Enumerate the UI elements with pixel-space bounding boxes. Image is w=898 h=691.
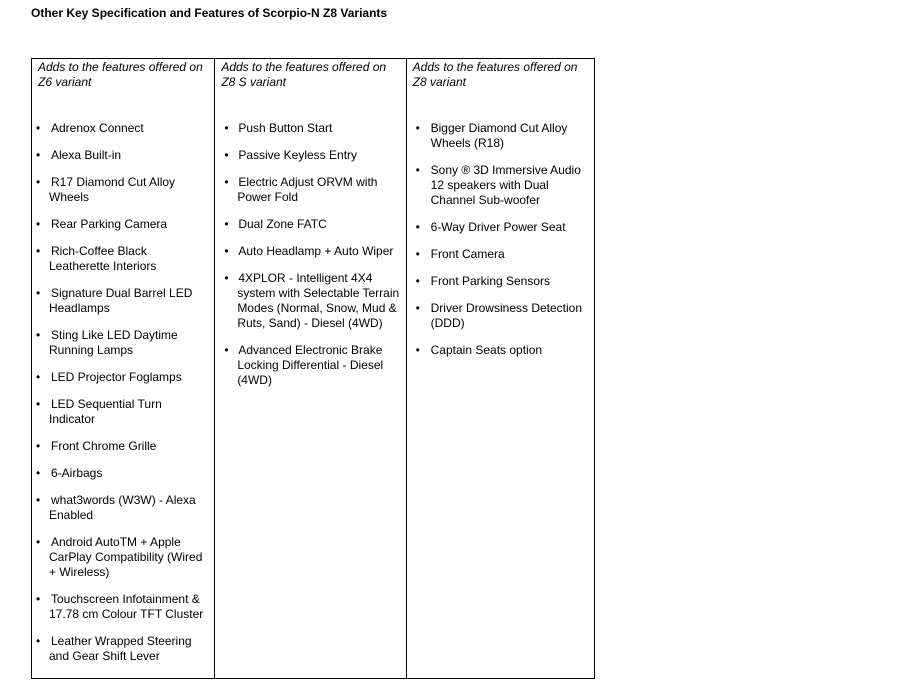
- list-item: [32, 244, 214, 274]
- list-item: [32, 328, 214, 358]
- feature-text: Driver Drowsiness Detection (DDD): [430, 301, 583, 330]
- list-item: [32, 493, 214, 523]
- bullet-icon: •: [36, 244, 41, 258]
- list-item: [407, 247, 594, 262]
- feature-text: Front Chrome Grille: [51, 439, 157, 453]
- table-row: [32, 59, 595, 679]
- feature-text: Push Button Start: [238, 121, 333, 135]
- list-item: [215, 175, 405, 205]
- feature-text: Adrenox Connect: [51, 121, 144, 135]
- list-item: [215, 244, 405, 259]
- column-header: Adds to the features offered on Z8 variant: [412, 60, 578, 89]
- bullet-icon: •: [36, 397, 41, 411]
- bullet-icon: •: [36, 328, 41, 342]
- list-item: [215, 148, 405, 163]
- list-item: [32, 217, 214, 232]
- list-item: [32, 466, 214, 481]
- feature-text: 4XPLOR - Intelligent 4X4 system with Selectable Terrain Modes (Normal, Snow, Mud & Ruts, Sand) - Diesel (4WD): [237, 271, 400, 330]
- bullet-icon: •: [36, 592, 41, 606]
- column-header: Adds to the features offered on Z6 variant: [38, 60, 203, 89]
- bullet-icon: •: [415, 220, 420, 234]
- feature-text: LED Projector Foglamps: [51, 370, 182, 384]
- bullet-icon: •: [415, 274, 420, 288]
- bullet-icon: •: [224, 148, 229, 162]
- list-item: [407, 220, 594, 235]
- list-item: [215, 217, 405, 232]
- feature-text: Advanced Electronic Brake Locking Differential - Diesel (4WD): [237, 343, 384, 387]
- bullet-icon: •: [36, 535, 41, 549]
- list-item: [32, 286, 214, 316]
- list-item: [407, 301, 594, 331]
- bullet-icon: •: [36, 148, 41, 162]
- feature-text: Passive Keyless Entry: [238, 148, 358, 162]
- feature-text: Touchscreen Infotainment & 17.78 cm Colour TFT Cluster: [49, 592, 204, 621]
- list-item: [32, 397, 214, 427]
- feature-text: Electric Adjust ORVM with Power Fold: [237, 175, 378, 204]
- feature-text: Leather Wrapped Steering and Gear Shift Lever: [49, 634, 192, 663]
- bullet-icon: •: [36, 466, 41, 480]
- feature-text: Front Parking Sensors: [430, 274, 551, 288]
- feature-text: 6-Way Driver Power Seat: [430, 220, 566, 234]
- feature-text: Alexa Built-in: [51, 148, 122, 162]
- list-item: [407, 163, 594, 208]
- feature-text: 6-Airbags: [51, 466, 103, 480]
- list-item: [32, 148, 214, 163]
- list-item: [215, 271, 405, 331]
- list-item: [32, 439, 214, 454]
- bullet-icon: •: [36, 493, 41, 507]
- bullet-icon: •: [36, 439, 41, 453]
- list-item: [32, 535, 214, 580]
- bullet-icon: •: [224, 121, 229, 135]
- feature-text: Bigger Diamond Cut Alloy Wheels (R18): [430, 121, 568, 150]
- list-item: [407, 121, 594, 151]
- bullet-icon: •: [36, 370, 41, 384]
- list-item: [32, 592, 214, 622]
- bullet-icon: •: [415, 301, 420, 315]
- bullet-icon: •: [36, 121, 41, 135]
- bullet-icon: •: [415, 343, 420, 357]
- bullet-icon: •: [36, 217, 41, 231]
- list-item: [407, 343, 594, 358]
- page-title: Other Key Specification and Features of Scorpio-N Z8 Variants: [31, 6, 388, 20]
- spec-table: [31, 58, 595, 679]
- bullet-icon: •: [36, 286, 41, 300]
- feature-list: [32, 121, 214, 664]
- bullet-icon: •: [36, 634, 41, 648]
- feature-text: Dual Zone FATC: [238, 217, 327, 231]
- list-item: [407, 274, 594, 289]
- column-z8s: [215, 59, 406, 679]
- bullet-icon: •: [415, 121, 420, 135]
- bullet-icon: •: [415, 163, 420, 177]
- feature-text: Signature Dual Barrel LED Headlamps: [49, 286, 193, 315]
- list-item: [215, 343, 405, 388]
- list-item: [32, 175, 214, 205]
- feature-list: [407, 121, 594, 358]
- bullet-icon: •: [224, 343, 229, 357]
- feature-text: Sting Like LED Daytime Running Lamps: [49, 328, 178, 357]
- column-z8: [406, 59, 594, 679]
- bullet-icon: •: [224, 217, 229, 231]
- column-z6: [32, 59, 215, 679]
- bullet-icon: •: [224, 175, 229, 189]
- bullet-icon: •: [224, 244, 229, 258]
- feature-text: Auto Headlamp + Auto Wiper: [238, 244, 394, 258]
- feature-text: Sony ® 3D Immersive Audio 12 speakers with Dual Channel Sub-woofer: [430, 163, 581, 207]
- feature-text: Android AutoTM + Apple CarPlay Compatibility (Wired + Wireless): [49, 535, 203, 579]
- bullet-icon: •: [224, 271, 229, 285]
- bullet-icon: •: [415, 247, 420, 261]
- feature-text: Rich-Coffee Black Leatherette Interiors: [49, 244, 157, 273]
- feature-text: Rear Parking Camera: [51, 217, 168, 231]
- feature-list: [215, 121, 405, 388]
- list-item: [32, 370, 214, 385]
- bullet-icon: •: [36, 175, 41, 189]
- feature-text: R17 Diamond Cut Alloy Wheels: [49, 175, 176, 204]
- column-header: Adds to the features offered on Z8 S variant: [221, 60, 387, 89]
- feature-text: Front Camera: [430, 247, 505, 261]
- feature-text: LED Sequential Turn Indicator: [49, 397, 162, 426]
- feature-text: Captain Seats option: [430, 343, 543, 357]
- list-item: [32, 121, 214, 136]
- feature-text: what3words (W3W) - Alexa Enabled: [49, 493, 196, 522]
- list-item: [32, 634, 214, 664]
- list-item: [215, 121, 405, 136]
